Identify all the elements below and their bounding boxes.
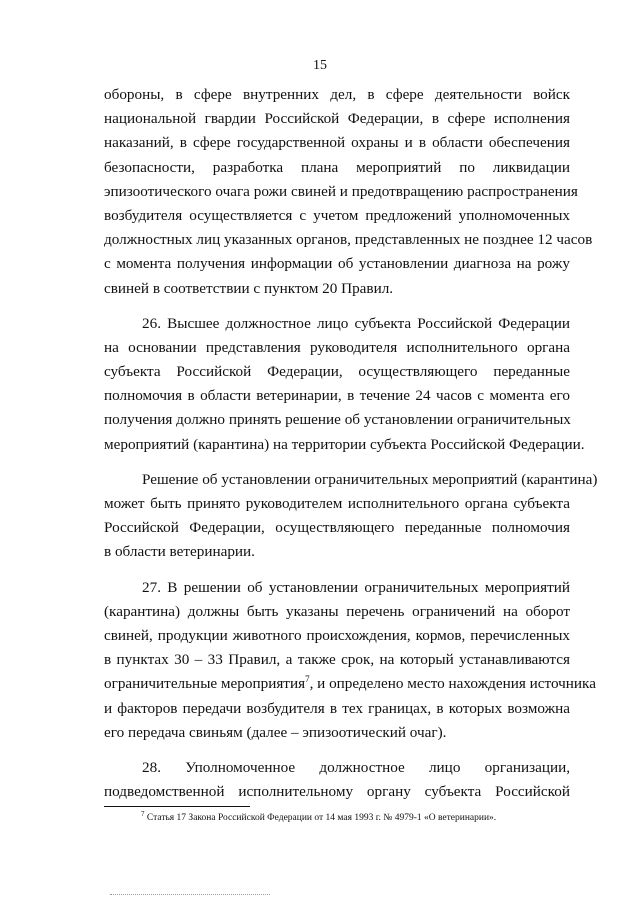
- paragraph-1: [104, 83, 593, 301]
- paragraph-gap: [104, 745, 570, 756]
- text-line: с момента получения информации об установлении диагноза на рожу: [104, 255, 570, 273]
- text-line: безопасности, разработка плана мероприятий по ликвидации: [104, 158, 570, 176]
- scan-artifact-line: [110, 894, 270, 895]
- text-line: 28. Уполномоченное должностное лицо организации,: [142, 758, 570, 776]
- paragraph-gap: [104, 301, 570, 312]
- page-number: 15: [313, 58, 327, 73]
- text-line: 26. Высшее должностное лицо субъекта Российской Федерации: [142, 314, 570, 332]
- text-line: обороны, в сфере внутренних дел, в сфере деятельности войск: [104, 86, 570, 103]
- footnote-separator: [104, 806, 250, 807]
- text-fragment: , и определено место нахождения источника: [309, 675, 596, 693]
- footnote-marker: 7: [141, 810, 145, 818]
- text-line: подведомственной исполнительному органу субъекта Российской: [104, 783, 570, 801]
- text-line: должностных лиц указанных органов, представленных не позднее 12 часов: [104, 231, 593, 249]
- text-line: свиней, продукции животного происхождения, кормов, перечисленных: [104, 626, 570, 644]
- footnote-reference: 7: [305, 674, 310, 685]
- text-line: Решение об установлении ограничительных мероприятий (карантина): [142, 470, 598, 488]
- text-line: полномочия в области ветеринарии, в течение 24 часов с момента его: [104, 387, 570, 405]
- footnote-text: Статья 17 Закона Российской Федерации от 14 мая 1993 г. № 4979-1 «О ветеринарии».: [146, 813, 497, 823]
- body-text: [104, 83, 598, 804]
- text-line: [104, 672, 596, 696]
- text-line: и факторов передачи возбудителя в тех границах, в которых возможна: [104, 699, 570, 717]
- paragraph-gap: [104, 457, 570, 468]
- paragraph-28: [104, 756, 570, 804]
- text-line: в области ветеринарии.: [104, 543, 255, 561]
- text-line: национальной гвардии Российской Федерации, в сфере исполнения: [104, 110, 570, 128]
- text-fragment: ограничительные мероприятия: [104, 675, 306, 693]
- paragraph-decision: [104, 468, 598, 565]
- text-line: эпизоотического очага рожи свиней и предотвращению распространения: [104, 182, 578, 200]
- text-line: свиней в соответствии с пунктом 20 Правил.: [104, 279, 394, 297]
- text-line: может быть принято руководителем исполнительного органа субъекта: [104, 495, 570, 512]
- text-line: возбудителя осуществляется с учетом предложений уполномоченных: [104, 206, 570, 224]
- text-line: его передача свиньям (далее – эпизоотический очаг).: [104, 723, 447, 741]
- text-line: на основании представления руководителя исполнительного органа: [104, 338, 570, 356]
- text-line: в пунктах 30 – 33 Правил, а также срок, на который устанавливаются: [104, 651, 570, 669]
- text-line: наказаний, в сфере государственной охраны и в области обеспечения: [104, 134, 570, 152]
- text-line: Российской Федерации, осуществляющего переданные полномочия: [104, 519, 570, 537]
- text-line: субъекта Российской Федерации, осуществляющего переданные: [104, 363, 570, 381]
- paragraph-gap: [104, 565, 570, 576]
- text-line: получения должно принять решение об установлении ограничительных: [104, 411, 571, 429]
- text-line: 27. В решении об установлении ограничительных мероприятий: [142, 578, 570, 596]
- paragraph-27: [104, 576, 596, 745]
- paragraph-26: [104, 312, 585, 457]
- text-line: (карантина) должны быть указаны перечень ограничений на оборот: [104, 602, 570, 620]
- text-line: мероприятий (карантина) на территории субъекта Российской Федерации.: [104, 435, 585, 453]
- footnote: [141, 810, 497, 823]
